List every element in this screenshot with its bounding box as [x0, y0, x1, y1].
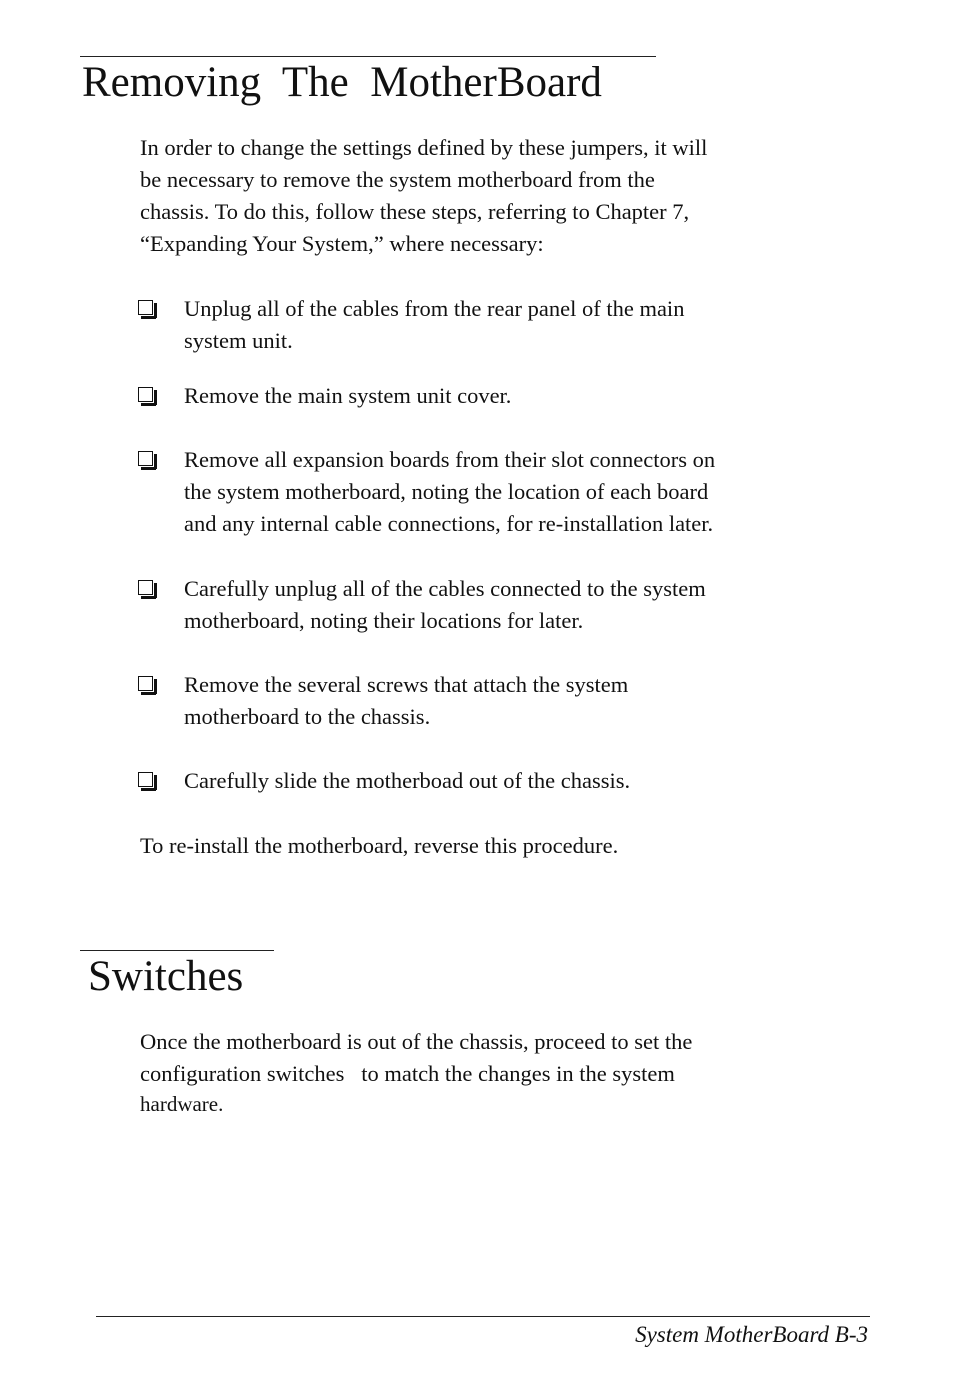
- section-rule-top: [80, 56, 656, 57]
- step-line: Carefully slide the motherboad out of the chassis.: [184, 768, 631, 793]
- checkbox-icon: [138, 387, 153, 402]
- body-line: Once the motherboard is out of the chassis, proceed to set the: [140, 1029, 693, 1054]
- step-line: Remove the several screws that attach the system: [184, 672, 629, 697]
- checkbox-icon: [138, 451, 153, 466]
- intro-line: In order to change the settings defined by these jumpers, it will: [140, 135, 708, 160]
- step-line: Carefully unplug all of the cables connected to the system: [184, 576, 706, 601]
- closing-paragraph: To re-install the motherboard, reverse this procedure.: [140, 833, 619, 858]
- checkbox-icon: [138, 676, 153, 691]
- checkbox-icon: [138, 300, 153, 315]
- switches-paragraph: [140, 1026, 692, 1118]
- step-line: and any internal cable connections, for re-installation later.: [184, 511, 714, 536]
- step-line: Remove all expansion boards from their slot connectors on: [184, 447, 716, 472]
- body-line: hardware.: [140, 1092, 224, 1116]
- intro-line: be necessary to remove the system motherboard from the: [140, 167, 655, 192]
- step-line: motherboard, noting their locations for later.: [184, 608, 584, 633]
- step-line: Remove the main system unit cover.: [184, 383, 512, 408]
- step-line: the system motherboard, noting the location of each board: [184, 479, 709, 504]
- footer-rule: [96, 1316, 870, 1317]
- step-line: system unit.: [184, 328, 293, 353]
- intro-line: “Expanding Your System,” where necessary:: [140, 231, 544, 256]
- checkbox-icon: [138, 772, 153, 787]
- body-line: configuration switches to match the changes in the system: [140, 1061, 675, 1086]
- section-title-switches: Switches: [88, 953, 244, 1000]
- intro-line: chassis. To do this, follow these steps, referring to Chapter 7,: [140, 199, 690, 224]
- step-line: Unplug all of the cables from the rear panel of the main: [184, 296, 685, 321]
- section-title-removing-motherboard: Removing The MotherBoard: [82, 59, 602, 106]
- page-footer: System MotherBoard B-3: [635, 1322, 868, 1347]
- checkbox-icon: [138, 580, 153, 595]
- step-line: motherboard to the chassis.: [184, 704, 431, 729]
- intro-paragraph: [140, 132, 707, 260]
- section-rule-top: [80, 950, 274, 951]
